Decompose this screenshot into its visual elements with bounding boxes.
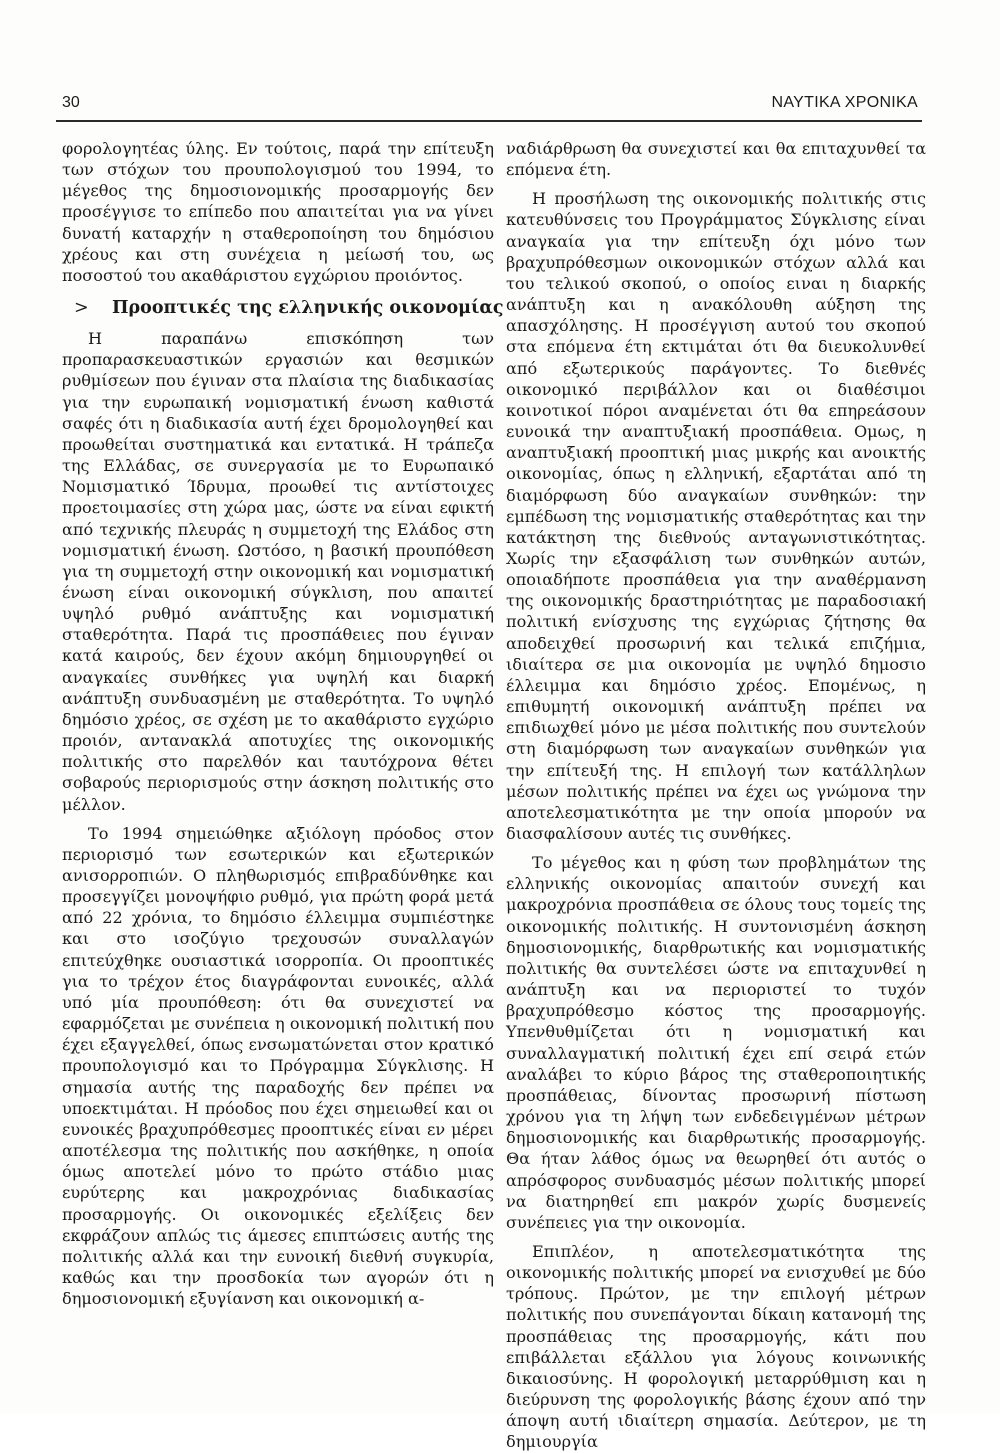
left-paragraph-1: φορολογητέας ύλης. Εν τούτοις, παρά την επίτευξη των στόχων του προυπολογισμού του 1994, το μέγεθος της δημοσιονομικής προσαρμογής δεν προσέγγισε το επίπεδο που απαιτείται για να γίνει δυνατή καταρχήν η σταθεροποίηση του δημόσιου χρέους και στη συνέχεια η μείωσή του, ως ποσοστού του ακαθάριστου εγχώριου προιόντος. <box>62 139 494 285</box>
left-paragraph-3: Το 1994 σημειώθηκε αξιόλογη πρόοδος στον περιορισμό των εσωτερικών και εξωτερικών ανισορροπιών. Ο πληθωρισμός επιβραδύνθηκε και προσεγγίζει μονοψήφιο ρυθμό, για πρώτη φορά μετά από 22 χρόνια, το δημόσιο έλλειμμα συμπιέστηκε και στο ισοζύγιο τρεχουσών συναλλαγών επιτεύχθηκε ουσιαστικά ισορροπία. Οι προοπτικές για το τρέχον έτος διαγράφονται ευνοικές, αλλά υπό μία προυπόθεση: ότι θα συνεχιστεί να εφαρμόζεται με συνέπεια η οικονομική πολιτική που έχει εξαγγελθεί, όπως ενσωματώνεται στον κρατικό προυπολογισμό και το Πρόγραμμα Σύγκλισης. Η σημασία αυτής της παραδοχής δεν πρέπει να υποεκτιμάται. Η πρόοδος που έχει σημειωθεί και οι ευνοικές βραχυπρόθεσμες προοπτικές είναι εν μέρει αποτέλεσμα της πολιτικής που ασκήθηκε, η οποία όμως αποτελεί μόνο το πρώτο στάδιο μιας ευρύτερης και μακροχρόνιας διαδικασίας προσαρμογής. Οι οικονομικές εξελίξεις δεν εκφράζουν απλώς τις άμεσες επιπτώσεις αυτής της πολιτικής αλλά και την ευνοική διεθνή συγκυρία, καθώς και την προσδοκία των αγορών ότι η δημοσιονομική εξυγίανση και οικονομική α- <box>62 823 494 1309</box>
right-column <box>506 138 926 1453</box>
left-column <box>62 138 504 1309</box>
left-paragraph-2: Η παραπάνω επισκόπηση των προπαρασκευαστικών εργασιών και θεσμικών ρυθμίσεων που έγιναν στα πλαίσια της διαδικασίας για την ευρωπαική νομισματική ένωση καθιστά σαφές ότι η διαδικασία αυτή έχει δρομολογηθεί και προωθείται συστηματικά και εντατικά. Η τράπεζα της Ελλάδας, σε συνεργασία με το Ευρωπαικό Νομισματικό Ίδρυμα, προωθεί τις αντίστοιχες προετοιμασίες στη χώρα μας, ώστε να είναι εφικτή από τεχνικής πλευράς η συμμετοχή της Ελάδος στη νομισματική ένωση. Ωστόσο, η βασική προυπόθεση για τη συμμετοχή στην οικονομική και νομισματική ένωση είναι οικονομική σύγκλιση, που απαιτεί υψηλό ρυθμό ανάπτυξης και νομισματική σταθερότητα. Παρά τις προσπάθειες που έγιναν κατά καιρούς, δεν έχουν ακόμη δημιουργηθεί οι αναγκαίες συνθήκες για υψηλή και διαρκή ανάπτυξη συνδυασμένη με σταθερότητα. Το υψηλό δημόσιο χρέος, σε σχέση με το ακαθάριστο εγχώριο προιόν, αντανακλά αποτυχίες της οικονομικής πολιτικής στο παρελθόν και ταυτόχρονα θέτει σοβαρούς περιορισμούς στην άσκηση πολιτικής στο μέλλον. <box>62 329 494 814</box>
section-heading <box>62 296 504 320</box>
arrow-marker-icon: > <box>74 298 89 319</box>
section-heading-text: Προοπτικές της ελληνικής οικονομίας <box>112 298 504 319</box>
header-divider <box>56 120 922 122</box>
right-paragraph-2: Η προσήλωση της οικονομικής πολιτικής στις κατευθύνσεις του Προγράμματος Σύγκλισης είναι αναγκαία για την επίτευξη όχι μόνο των βραχυπρόθεσμων οικονομικών στόχων αλλά και του τελικού σκοπού, ο οποίος ειναι η διαρκής ανάπτυξη και η ανακόλουθη αύξηση της απασχόλησης. Η προσέγγιση αυτού του σκοπού στα επόμενα έτη εκτιμάται ότι θα διευκολυνθεί από εξωτερικούς παράγοντες. Το διεθνές οικονομικό περιβάλλον και οι διαθέσιμοι κοινοτικοί πόροι αναμένεται ότι θα επηρεάσουν ευνοικά την αναπτυξιακή προσπάθεια. Ομως, η αναπτυξιακή προοπτική μιας μικρής και ανοικτής οικονομίας, όπως η ελληνική, εξαρτάται από τη διαμόρφωση δύο αναγκαίων συνθηκών: την εμπέδωση της νομισματικής σταθερότητας και την κατάκτηση της διεθνούς ανταγωνιστικότητας. Χωρίς την εξασφάλιση των συνθηκών αυτών, οποιαδήποτε προσπάθεια για την αναθέρμανση της οικονομικής δραστηριότητας με παραδοσιακή πολιτική ενίσχυσης της εγχώριας ζήτησης θα αποδειχθεί προσωρινή και τελικά επιζήμια, ιδιαίτερα σε μια οικονομία με υψηλό δημοσιο έλλειμμα και δημόσιο χρέος. Επομένως, η επιθυμητή οικονομική ανάπτυξη πρέπει να επιδιωχθεί μόνο με μέσα πολιτικής που συντελούν στη διαμόρφωση των αναγκαίων συνθηκών για την επίτευξή της. Η επιλογή των κατάλληλων μέσων πολιτικής πρέπει να έχει ως γνώμονα την αποτελεσματικότητα με την οποία μπορούν να διασφαλίσουν αυτές τις συνθήκες. <box>506 189 926 843</box>
right-paragraph-1: ναδιάρθρωση θα συνεχιστεί και θα επιταχυνθεί τα επόμενα έτη. <box>506 139 926 180</box>
right-paragraph-3: Το μέγεθος και η φύση των προβλημάτων της ελληνικής οικονομίας απαιτούν συνεχή και μακροχρόνια προσπάθεια σε όλους τους τομείς της οικονομικής πολιτικής. Η συντονισμένη άσκηση δημοσιονομικής, διαρθρωτικής και νομισματικής πολιτικής θα συντελέσει ώστε να επιταχυνθεί η ανάπτυξη και να περιοριστεί το τυχόν βραχυπρόθεσμο κόστος της προσαρμογής. Υπενθυθμίζεται ότι η νομισματική και συναλλαγματική πολιτική έχει επί σειρά ετών αναλάβει το κύριο βάρος της σταθεροποιητικής προσπάθειας, δίνοντας προσωρινή πίστωση χρόνου για τη λήψη των ενδεδειγμένων μέτρων δημοσιονομικής και διαρθρωτικής προσαρμογής. Θα ήταν λάθος όμως να θεωρηθεί ότι αυτός ο απρόσφορος συνδυασμός μέσων πολιτικής μπορεί να διατηρηθεί επι μακρόν χωρίς δυσμενείς συνέπειες για την οικονομία. <box>506 853 926 1232</box>
page-number: 30 <box>62 94 80 111</box>
right-paragraph-4: Επιπλέον, η αποτελεσματικότητα της οικονομικής πολιτικής μπορεί να ενισχυθεί με δύο τρόπους. Πρώτον, με την επιλογή μέτρων πολιτικής που συνεπάγονται δίκαιη κατανομή της προσπάθειας της προσαρμογής, κάτι που επιβάλλεται εξάλλου για λόγους κοινωνικής δικαιοσύνης. Η φορολογική μεταρρύθμιση και η διεύρυνση της φορολογικής βάσης έχουν από την άποψη αυτή ιδιαίτερη σημασία. Δεύτερον, με τη δημιουργία <box>506 1241 926 1452</box>
running-title: ΝΑΥΤΙΚΑ ΧΡΟΝΙΚΑ <box>771 94 918 111</box>
page-header <box>62 86 918 116</box>
